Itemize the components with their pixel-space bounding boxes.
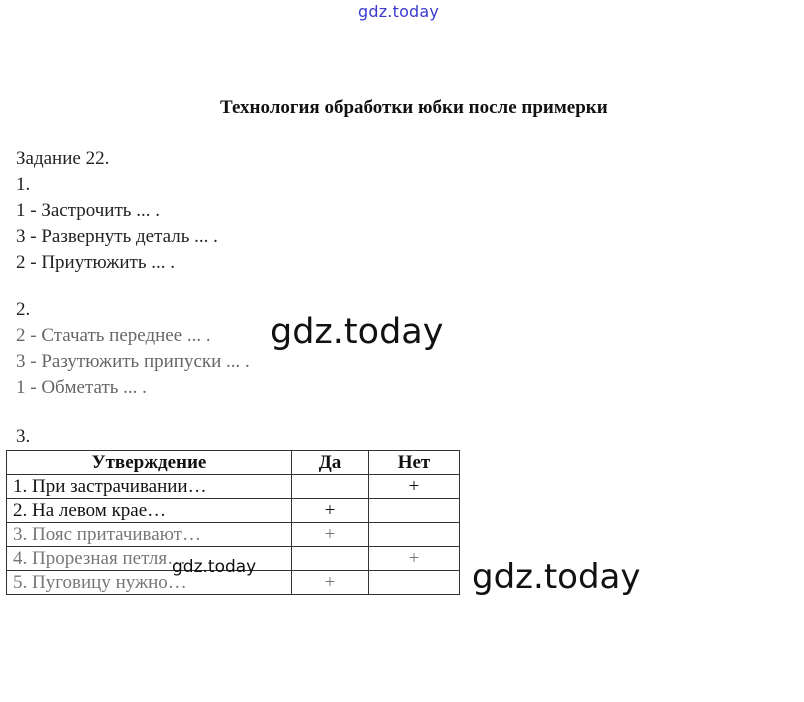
table-row (7, 523, 460, 547)
watermark-table: gdz.today (172, 557, 257, 577)
row-3-no (369, 523, 460, 547)
task-label: Задание 22. (16, 148, 110, 169)
row-2-statement: 2. На левом крае… (7, 499, 292, 523)
row-4-yes (292, 547, 369, 571)
row-3-statement: 3. Пояс притачивают… (7, 523, 292, 547)
header-statement: Утверждение (7, 451, 292, 475)
table-row (7, 499, 460, 523)
table-header-row (7, 451, 460, 475)
row-5-no (369, 571, 460, 595)
section-1-line-3: 2 - Приутюжить ... . (16, 252, 176, 273)
row-5-yes: + (292, 571, 369, 595)
header-yes: Да (292, 451, 369, 475)
row-2-yes: + (292, 499, 369, 523)
row-4-statement: 4. Прорезная петля… (7, 547, 292, 571)
section-2-number: 2. (16, 299, 31, 320)
row-1-yes (292, 475, 369, 499)
section-1-line-1: 1 - Застрочить ... . (16, 200, 160, 221)
table-row (7, 475, 460, 499)
watermark-mid: gdz.today (270, 312, 444, 352)
section-3-number: 3. (16, 426, 31, 447)
row-1-no: + (369, 475, 460, 499)
section-1-line-2: 3 - Развернуть деталь ... . (16, 226, 218, 247)
section-2-line-1: 2 - Стачать переднее ... . (16, 325, 211, 346)
page-title: Технология обработки юбки после примерки (220, 97, 608, 118)
row-4-no: + (369, 547, 460, 571)
row-2-no (369, 499, 460, 523)
section-2-line-2: 3 - Разутюжить припуски ... . (16, 351, 250, 372)
row-3-yes: + (292, 523, 369, 547)
section-2-line-3: 1 - Обметать ... . (16, 377, 147, 398)
watermark-top: gdz.today (358, 2, 440, 21)
row-5-statement: 5. Пуговицу нужно… (7, 571, 292, 595)
header-no: Нет (369, 451, 460, 475)
section-1-number: 1. (16, 174, 31, 195)
watermark-right: gdz.today (472, 557, 641, 597)
row-1-statement: 1. При застрачивании… (7, 475, 292, 499)
